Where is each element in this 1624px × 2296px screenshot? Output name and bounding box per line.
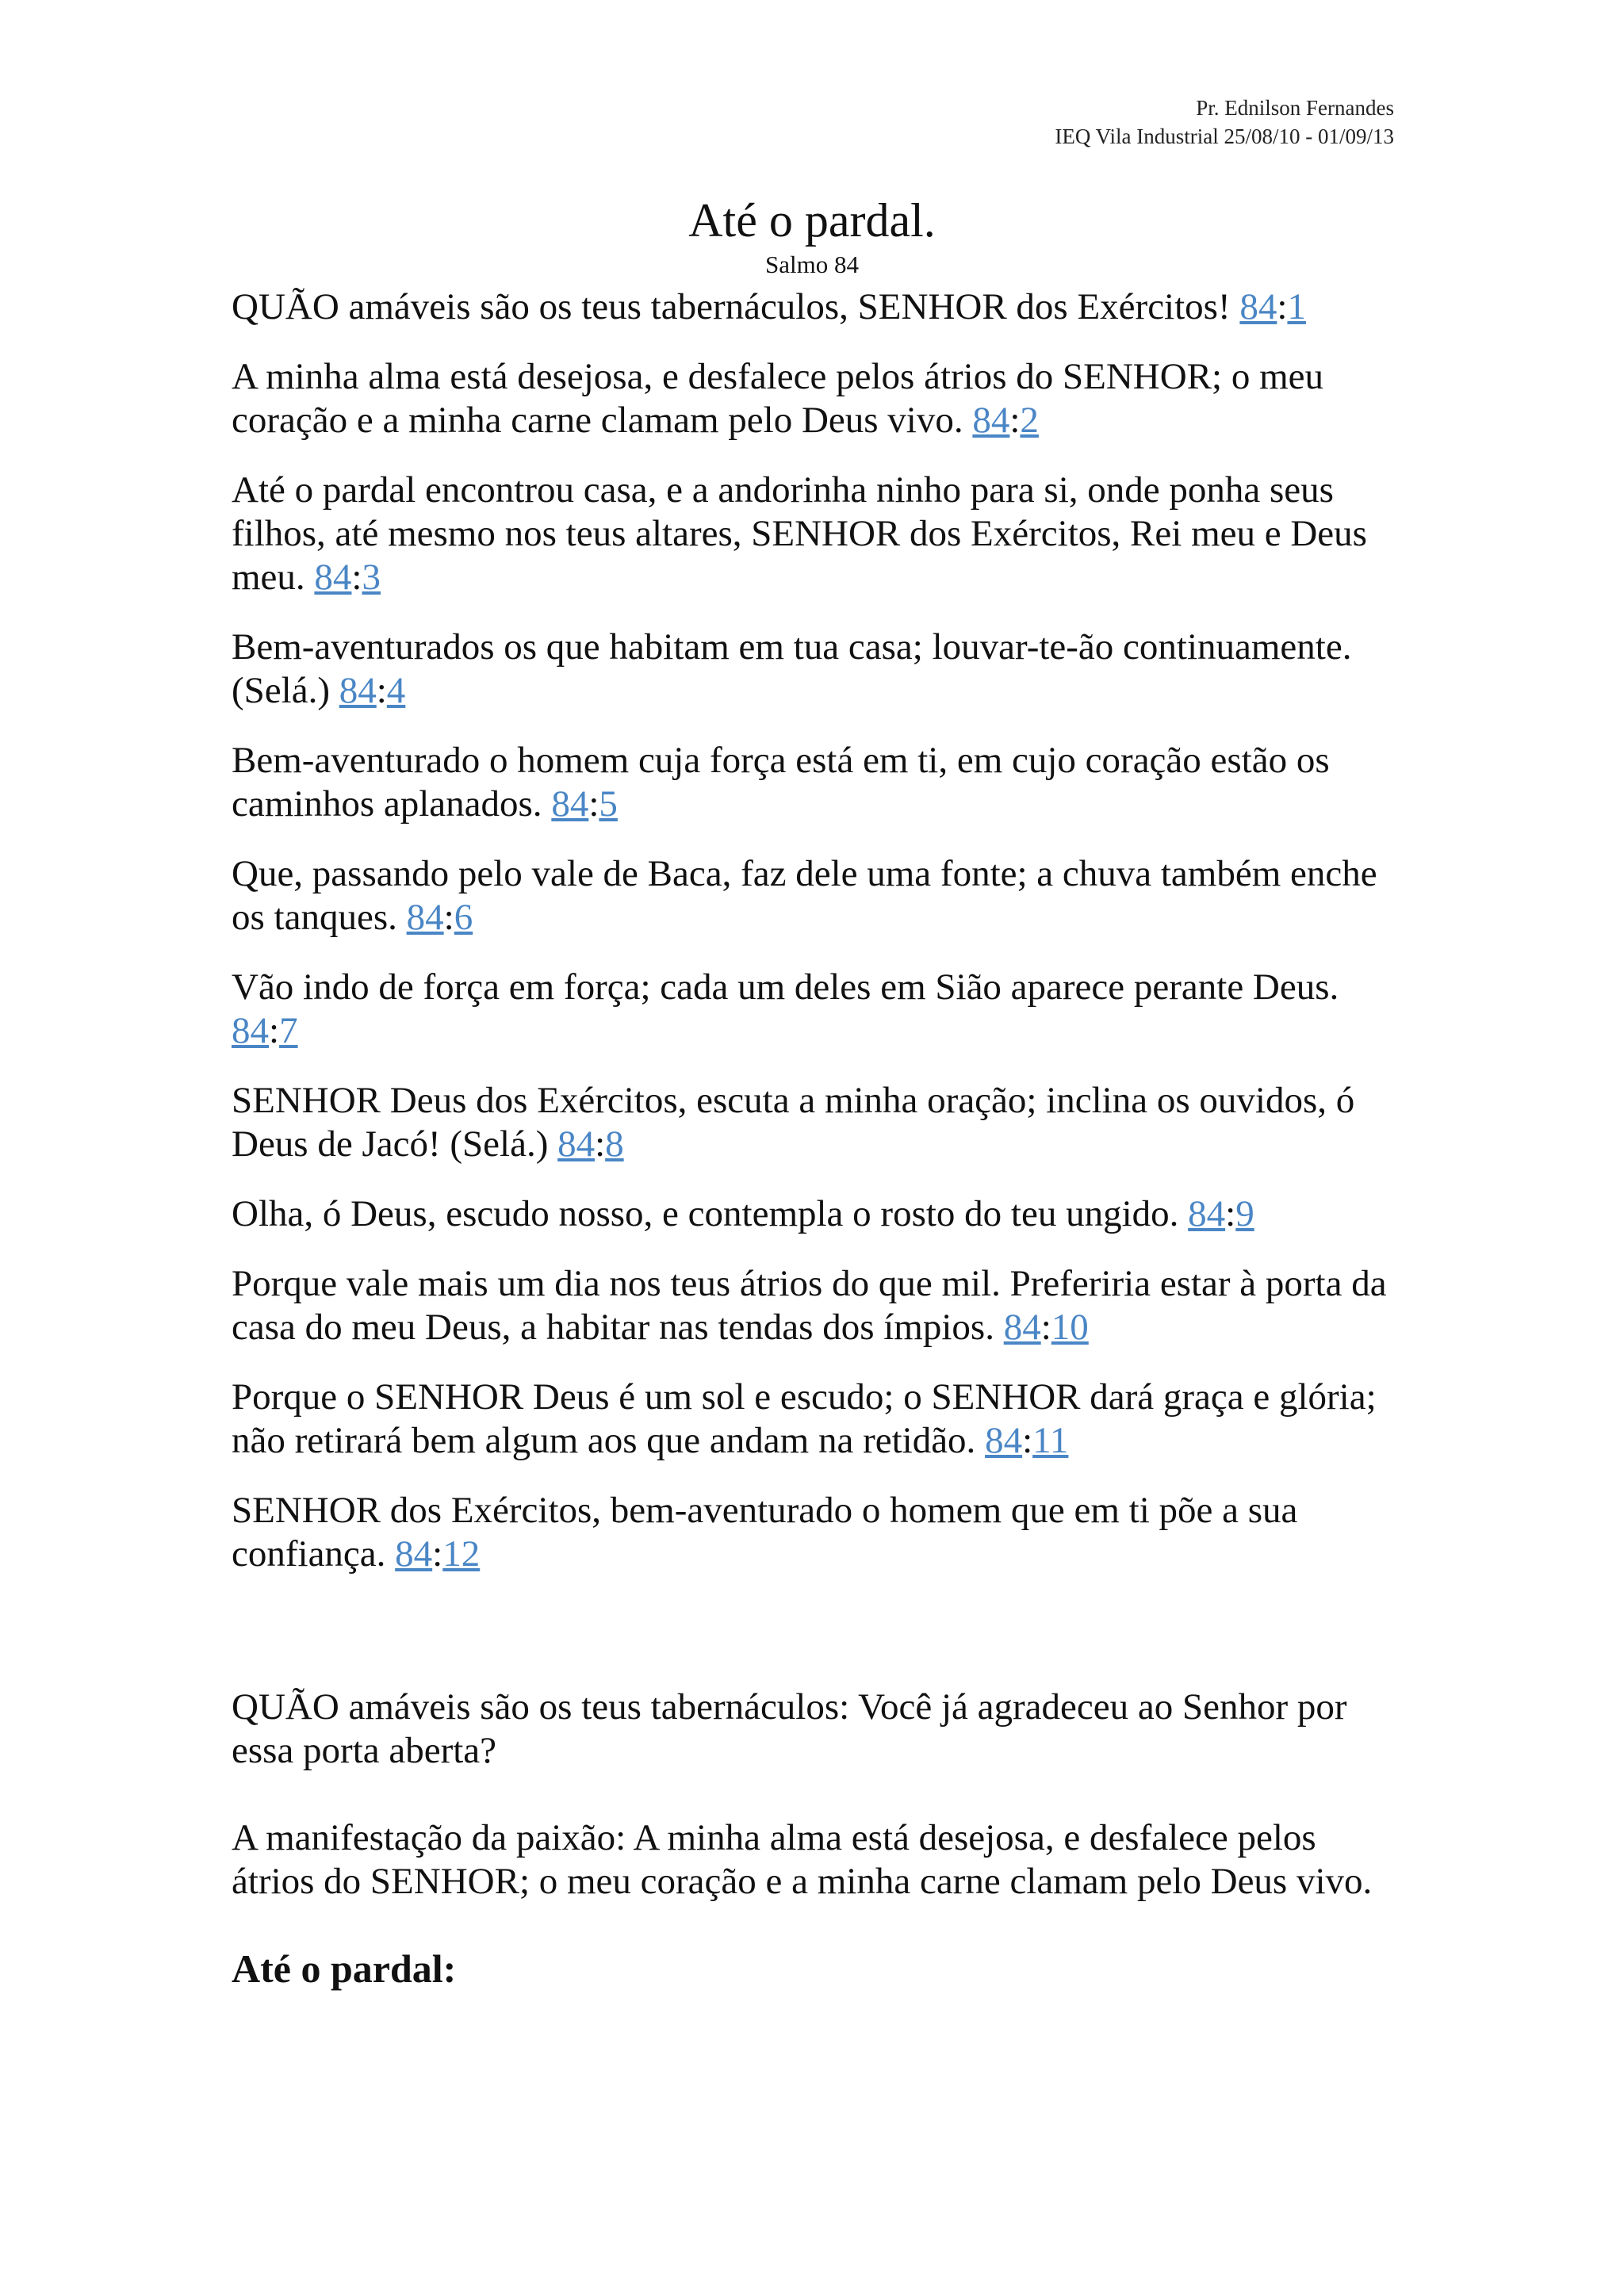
chapter-link[interactable]: 84 xyxy=(406,897,444,938)
reference-separator: : xyxy=(1009,400,1021,441)
reference-separator: : xyxy=(269,1010,280,1051)
verse-link[interactable]: 1 xyxy=(1287,286,1306,327)
verse-text: Vão indo de força em força; cada um deles em Sião aparece perante Deus. xyxy=(232,966,1339,1008)
verse-list xyxy=(232,285,1397,1576)
reference-separator: : xyxy=(432,1533,443,1575)
reference-separator: : xyxy=(443,897,454,938)
verse-text: QUÃO amáveis são os teus tabernáculos, SENHOR dos Exércitos! xyxy=(232,286,1240,327)
verse-link[interactable]: 11 xyxy=(1032,1420,1069,1461)
verse-link[interactable]: 6 xyxy=(454,897,473,938)
verse-link[interactable]: 9 xyxy=(1235,1193,1254,1234)
verse-text: Que, passando pelo vale de Baca, faz dele uma fonte; a chuva também enche os tanques. xyxy=(232,853,1377,938)
verse-text: A minha alma está desejosa, e desfalece pelos átrios do SENHOR; o meu coração e a minha carne clamam pelo Deus vivo. xyxy=(232,356,1323,441)
chapter-link[interactable]: 84 xyxy=(972,400,1010,441)
chapter-link[interactable]: 84 xyxy=(395,1533,433,1575)
verse-link[interactable]: 4 xyxy=(386,670,406,711)
header-author: Pr. Ednilson Fernandes xyxy=(1196,96,1394,120)
chapter-link[interactable]: 84 xyxy=(551,783,589,825)
chapter-link[interactable]: 84 xyxy=(557,1123,596,1165)
verse-text: Até o pardal encontrou casa, e a andorinha ninho para si, onde ponha seus filhos, até mesmo nos teus altares, SENHOR dos Exércitos, Rei meu e Deus meu. xyxy=(232,469,1367,598)
document-subtitle: Salmo 84 xyxy=(765,251,859,278)
chapter-link[interactable]: 84 xyxy=(1239,286,1277,327)
page-header xyxy=(1055,94,1394,151)
verse-paragraph xyxy=(232,355,1397,442)
reference-separator: : xyxy=(1022,1420,1033,1461)
verse-paragraph xyxy=(232,1376,1397,1463)
verse-link[interactable]: 10 xyxy=(1051,1307,1089,1348)
verse-paragraph xyxy=(232,626,1397,713)
verse-paragraph xyxy=(232,1262,1397,1349)
verse-link[interactable]: 5 xyxy=(599,783,618,825)
verse-link[interactable]: 8 xyxy=(605,1123,624,1165)
chapter-link[interactable]: 84 xyxy=(985,1420,1023,1461)
verse-paragraph xyxy=(232,966,1397,1053)
verse-paragraph xyxy=(232,1489,1397,1576)
verse-text: Bem-aventurado o homem cuja força está em ti, em cujo coração estão os caminhos aplanados. xyxy=(232,740,1330,825)
reference-separator: : xyxy=(351,557,362,598)
verse-text: SENHOR dos Exércitos, bem-aventurado o homem que em ti põe a sua confiança. xyxy=(232,1490,1298,1575)
chapter-link[interactable]: 84 xyxy=(1188,1193,1226,1234)
document-body xyxy=(232,285,1397,1991)
verse-text: Porque o SENHOR Deus é um sol e escudo; o SENHOR dará graça e glória; não retirará bem algum aos que andam na retidão. xyxy=(232,1376,1377,1461)
note-paragraph-2: A manifestação da paixão: A minha alma está desejosa, e desfalece pelos átrios do SENHOR; o meu coração e a minha carne clamam pelo Deus vivo. xyxy=(232,1817,1373,1902)
verse-paragraph xyxy=(232,852,1397,939)
verse-text: Bem-aventurados os que habitam em tua casa; louvar-te-ão continuamente. (Selá.) xyxy=(232,626,1352,711)
note-paragraph-1: QUÃO amáveis são os teus tabernáculos: Você já agradeceu ao Senhor por essa porta aberta? xyxy=(232,1686,1347,1771)
document-title: Até o pardal. xyxy=(688,194,936,247)
verse-paragraph xyxy=(232,1192,1397,1236)
verse-text: Olha, ó Deus, escudo nosso, e contempla o rosto do teu ungido. xyxy=(232,1193,1189,1234)
chapter-link[interactable]: 84 xyxy=(1003,1307,1041,1348)
section-heading: Até o pardal: xyxy=(232,1946,457,1991)
header-church-dates: IEQ Vila Industrial 25/08/10 - 01/09/13 xyxy=(1055,124,1394,148)
chapter-link[interactable]: 84 xyxy=(339,670,377,711)
verse-link[interactable]: 3 xyxy=(362,557,381,598)
reference-separator: : xyxy=(1040,1307,1051,1348)
verse-paragraph xyxy=(232,285,1397,329)
verse-text: Porque vale mais um dia nos teus átrios do que mil. Preferiria estar à porta da casa do meu Deus, a habitar nas tendas dos ímpios. xyxy=(232,1263,1387,1348)
verse-paragraph xyxy=(232,469,1397,599)
verse-text: SENHOR Deus dos Exércitos, escuta a minha oração; inclina os ouvidos, ó Deus de Jacó! (Selá.) xyxy=(232,1080,1355,1165)
reference-separator: : xyxy=(1225,1193,1236,1234)
reference-separator: : xyxy=(595,1123,606,1165)
spacer xyxy=(232,1602,1397,1686)
chapter-link[interactable]: 84 xyxy=(232,1010,269,1051)
reference-separator: : xyxy=(1277,286,1288,327)
reference-separator: : xyxy=(588,783,599,825)
verse-link[interactable]: 2 xyxy=(1020,400,1039,441)
verse-link[interactable]: 7 xyxy=(279,1010,298,1051)
verse-paragraph xyxy=(232,739,1397,826)
verse-paragraph xyxy=(232,1079,1397,1166)
chapter-link[interactable]: 84 xyxy=(314,557,352,598)
verse-link[interactable]: 12 xyxy=(442,1533,481,1575)
reference-separator: : xyxy=(376,670,387,711)
